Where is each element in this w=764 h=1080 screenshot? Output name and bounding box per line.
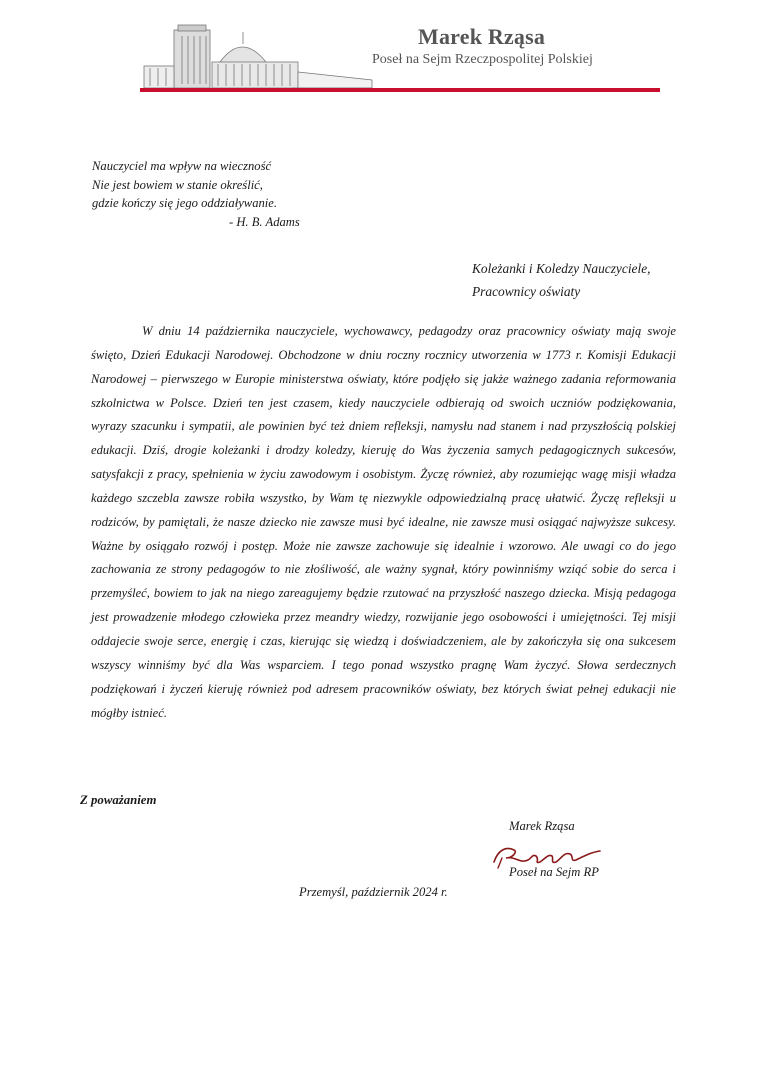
header-rule <box>140 88 660 92</box>
quote-line: gdzie kończy się jego oddziaływanie. <box>92 196 278 210</box>
sejm-building-logo <box>142 22 374 92</box>
header-name: Marek Rząsa <box>418 24 546 49</box>
quote-line: Nie jest bowiem w stanie określić, <box>92 177 263 192</box>
quote-author: - H. B. Adams <box>229 214 300 229</box>
header-role: Poseł na Sejm Rzeczpospolitej Polskiej <box>372 52 593 67</box>
salutation <box>472 257 651 303</box>
salutation-line: Koleżanki i Koledzy Nauczyciele, <box>472 261 651 276</box>
closing-regards: Z poważaniem <box>80 793 157 807</box>
motto-quote <box>92 157 300 231</box>
signer-name: Marek Rząsa <box>509 819 575 833</box>
place-and-date: Przemyśl, październik 2024 r. <box>299 885 448 899</box>
letter-body: W dniu 14 października nauczyciele, wychowawcy, pedagodzy oraz pracownicy oświaty mają swoje święto, Dzień Edukacji Narodowej. Obchodzone w dniu roczny rocznicy utworzenia w 1773 r. Komisji Edukacji Narodowej – pierwszego w Europie ministerstwa oświaty, które podjęło się jakże ważnego zadania reformowania szkolnictwa w Polsce. Dzień ten jest czasem, kiedy nauczyciele odbierają od swoich uczniów podziękowania, wyrazy szacunku i sympatii, ale powinien być też dniem refleksji, namysłu nad stanem i nad przyszłością polskiej edukacji. Dziś, drogie koleżanki i drodzy koledzy, kieruję do Was życzenia samych pedagogicznych sukcesów, satysfakcji z pracy, spełnienia w życiu zawodowym i osobistym. Życzę również, aby rozumiejąc wagę misji władza każdego szczebla zawsze robiła wszystko, by Wam tę niezwykle odpowiedzialną pracę ułatwić. Życzę refleksji u rodziców, by pamiętali, że nasze dziecko nie zawsze musi być idealne, nie zawsze musi osiągać najwyższe sukcesy. Ważne by osiągało rozwój i postęp. Może nie zawsze zachowuje się idealnie i wzorowo. Ale uwagi co do jego zachowania ze strony pedagogów to nie złośliwość, ale ważny sygnał, który powinniśmy wziąć sobie do serca i przemyśleć, bowiem to jak na niego zareagujemy będzie rzutować na przyszłość naszego dziecka. Misją pedagoga jest prowadzenie młodego człowieka przez meandry wiedzy, rozwijanie jego osobowości i umiejętności. Tej misji oddajecie swoje serce, energię i czas, kierując się wiedzą i doświadczeniem, ale by zakończyła się ona sukcesem wszyscy winniśmy być dla Was wsparciem. I tego ponad wszystko pragnę Wam życzyć. Słowa serdecznych podziękowań i życzeń kieruję również pod adresem pracowników oświaty, bez których świat pełnej edukacji nie mógłby istnieć. <box>91 324 676 720</box>
signer-role: Poseł na Sejm RP <box>509 865 599 879</box>
quote-line: Nauczyciel ma wpływ na wieczność <box>92 159 272 173</box>
salutation-line: Pracownicy oświaty <box>472 284 581 299</box>
